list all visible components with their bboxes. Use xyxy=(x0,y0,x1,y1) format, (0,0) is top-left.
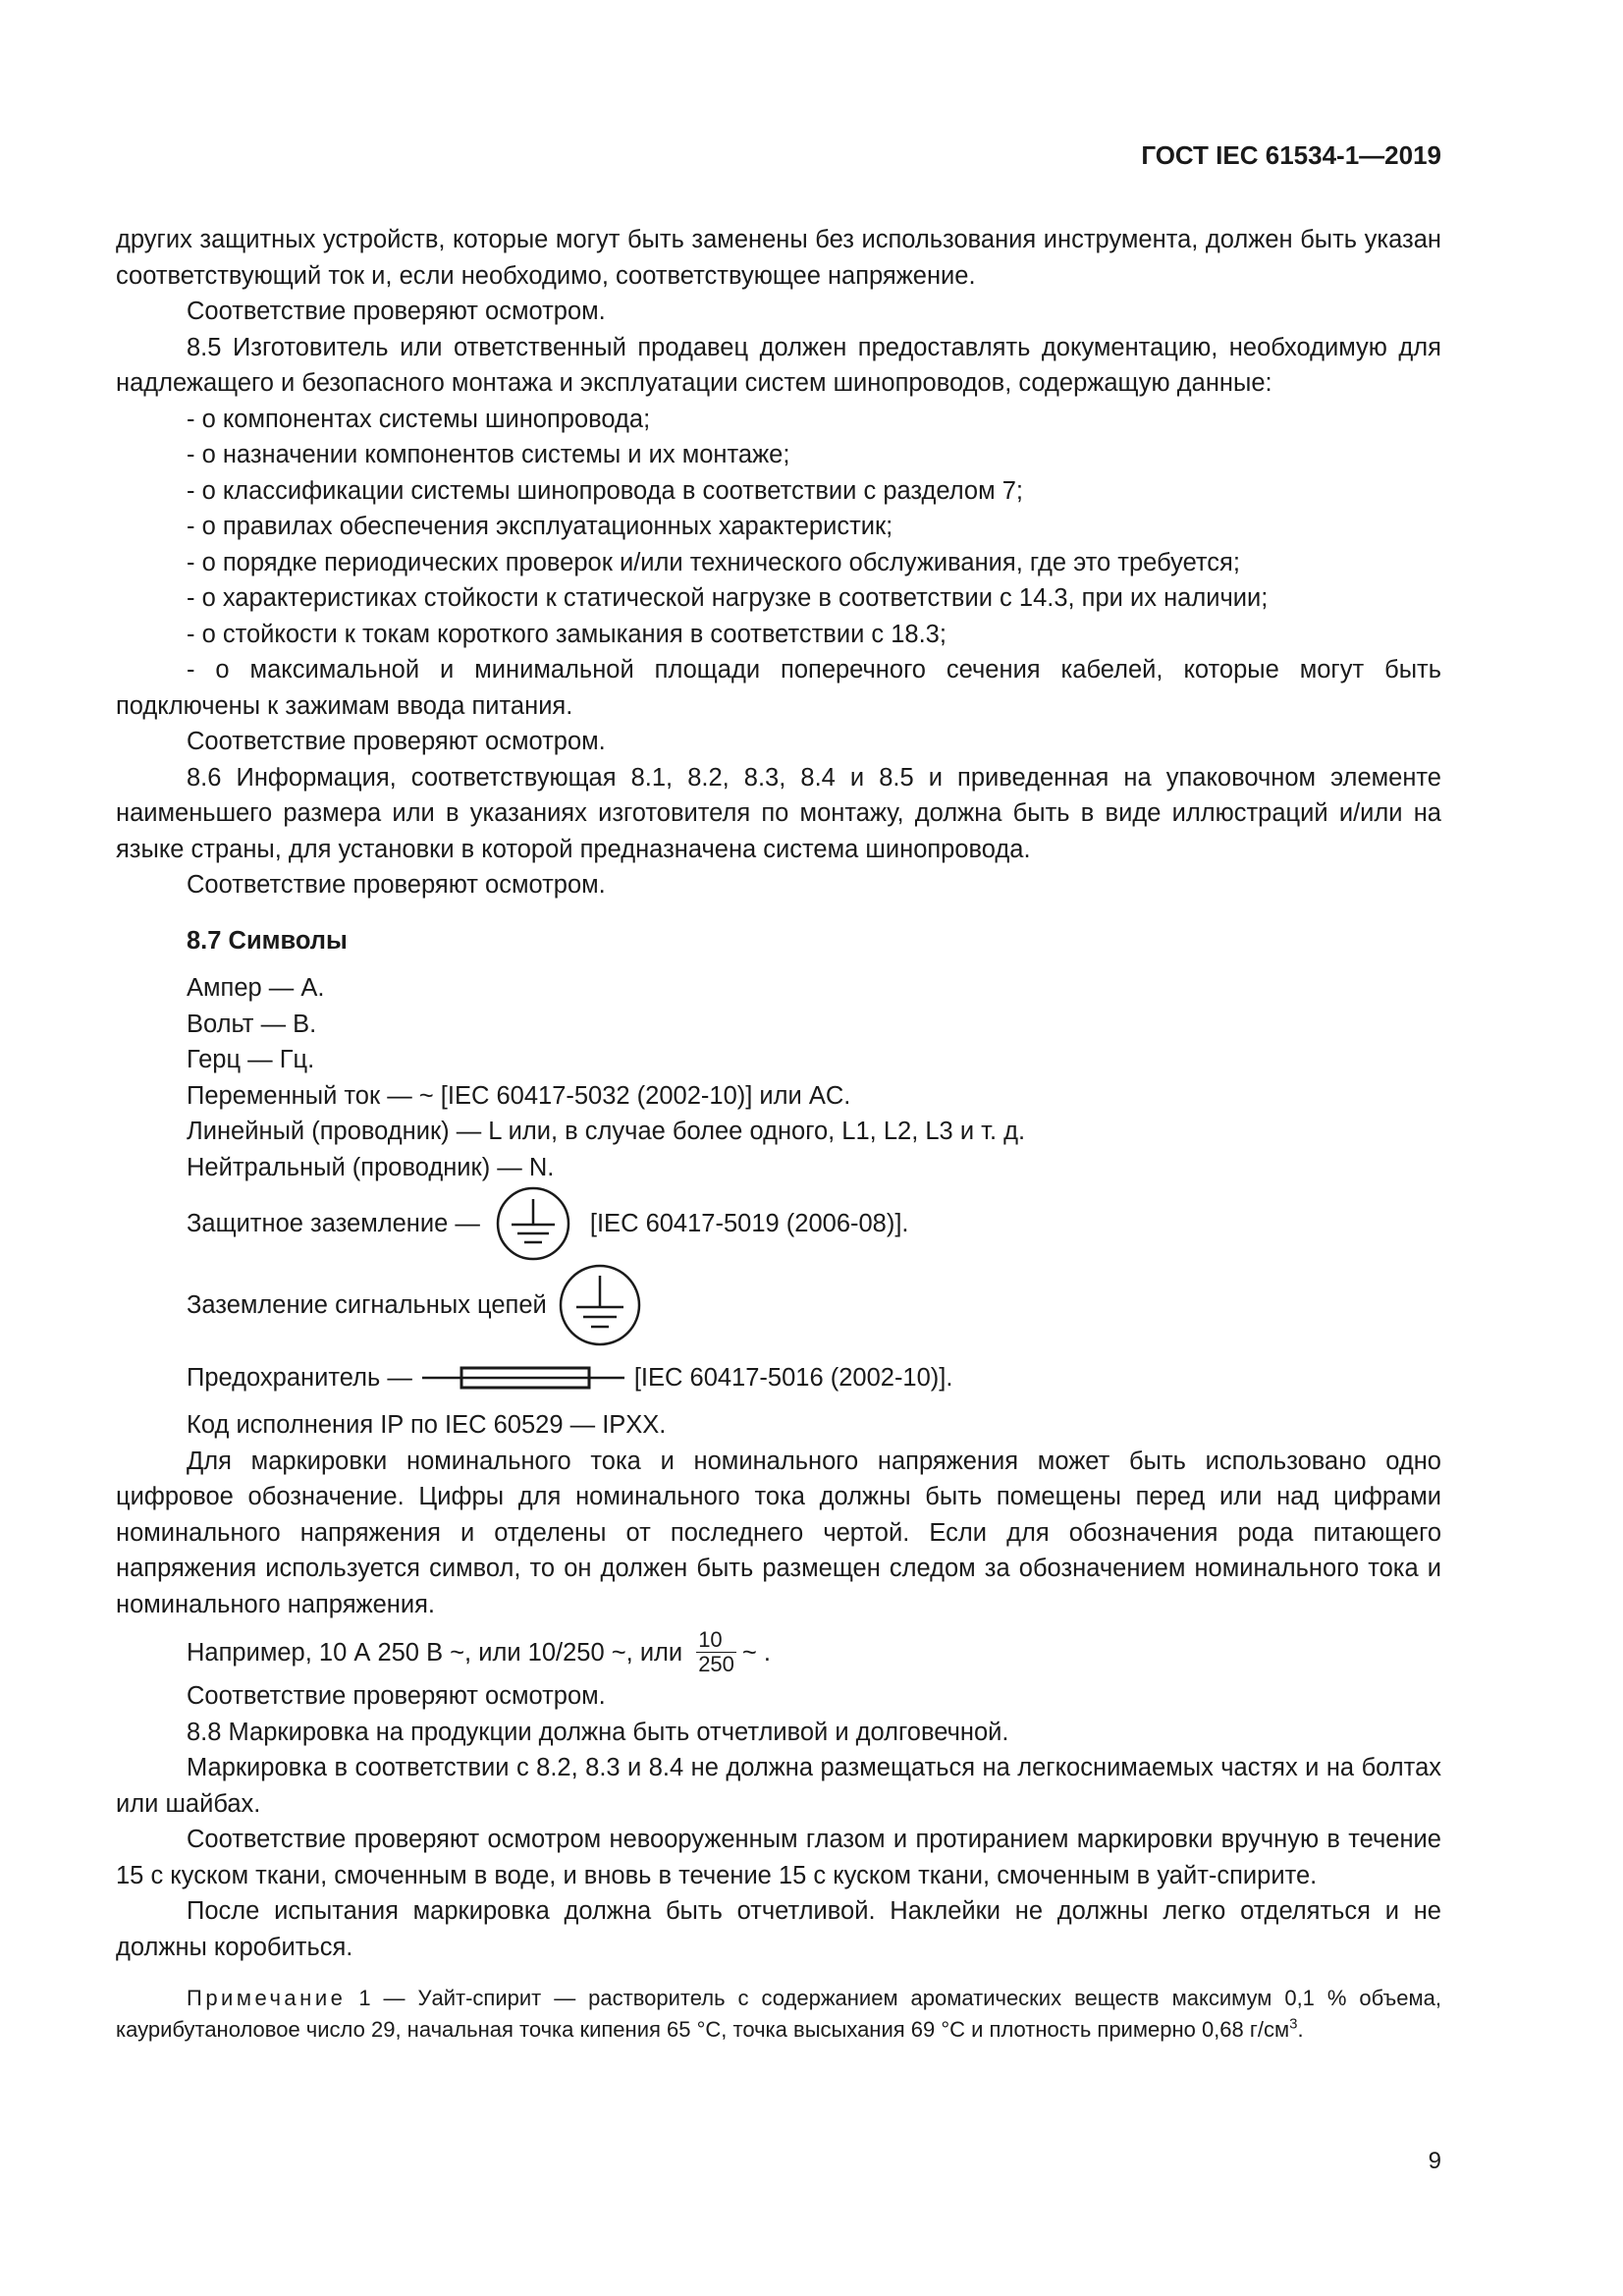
signal-ground-icon xyxy=(553,1262,647,1348)
page-number: 9 xyxy=(1428,2148,1441,2174)
example-line xyxy=(116,1627,1441,1678)
list-item: - о максимальной и минимальной площади поперечного сечения кабелей, которые могут быть подключены к зажимам ввода питания. xyxy=(116,656,1441,720)
example-text: Например, 10 А 250 В ~, или 10/250 ~, или xyxy=(187,1639,683,1667)
example-tail: ~ . xyxy=(741,1639,771,1667)
list-item: - о характеристиках стойкости к статической нагрузке в соответствии с 14.3, при их наличии; xyxy=(187,584,1269,612)
note-end: . xyxy=(1297,2017,1304,2042)
fuse-icon xyxy=(420,1358,626,1397)
signal-ground-row xyxy=(116,1262,1441,1348)
note-label: Примечание xyxy=(187,1986,347,2010)
list-item: - о компонентах системы шинопровода; xyxy=(187,405,651,433)
list-item: - о правилах обеспечения эксплуатационных характеристик; xyxy=(187,513,893,540)
fuse-reference: [IEC 60417-5016 (2002-10)]. xyxy=(633,1363,953,1392)
list-item: - о назначении компонентов системы и их монтаже; xyxy=(187,441,790,468)
compliance-line: Соответствие проверяют осмотром. xyxy=(187,728,606,755)
protective-earth-row xyxy=(116,1185,1441,1262)
compliance-line: Соответствие проверяют осмотром. xyxy=(187,1682,606,1710)
note xyxy=(116,1983,1441,2046)
list-item: - о классификации системы шинопровода в соответствии с разделом 7; xyxy=(187,476,1023,505)
list-item: - о стойкости к токам короткого замыкания в соответствии с 18.3; xyxy=(187,620,947,648)
symbol-line: Переменный ток — ~ [IEC 60417-5032 (2002-10)] или AC. xyxy=(187,1081,851,1110)
ip-code-line: Код исполнения IP по IEC 60529 — IPXX. xyxy=(187,1411,667,1439)
paragraph-8-8-c: Соответствие проверяют осмотром невооруженным глазом и протиранием маркировки вручную в течение 15 с куском ткани, смоченным в воде, и вновь в течение 15 с куском ткани, смоченным в уайт-спирите. xyxy=(116,1826,1441,1889)
paragraph-8-6: 8.6 Информация, соответствующая 8.1, 8.2, 8.3, 8.4 и 8.5 и приведенная на упаковочном элементе наименьшего размера или в указаниях изготовителя по монтажу, должна быть в виде иллюстраций и/или на языке страны, для установки в которой предназначена система шинопровода. xyxy=(116,763,1441,863)
example-fraction xyxy=(696,1628,736,1676)
protective-earth-label: Защитное заземление — xyxy=(187,1209,480,1237)
symbol-line: Ампер — А. xyxy=(187,974,325,1002)
paragraph-8-8: 8.8 Маркировка на продукции должна быть отчетливой и долговечной. xyxy=(187,1718,1009,1746)
symbol-line: Нейтральный (проводник) — N. xyxy=(187,1153,555,1181)
section-heading-8-7: 8.7 Символы xyxy=(187,926,348,955)
note-text: 1 — Уайт-спирит — растворитель с содержанием ароматических веществ максимум 0,1 % объема, каурибутаноловое число 29, начальная точка кипения 65 °С, точка высыхания 69 °С и плотность примерно 0,68 г/см xyxy=(116,1986,1441,2042)
symbol-line: Вольт — В. xyxy=(187,1010,317,1038)
signal-ground-label: Заземление сигнальных цепей xyxy=(187,1290,547,1319)
document-body xyxy=(116,222,1441,2046)
document-header: ГОСТ IEC 61534-1—2019 xyxy=(1141,140,1441,170)
paragraph-intro: других защитных устройств, которые могут быть заменены без использования инструмента, должен быть указан соответствующий ток и, если необходимо, соответствующее напряжение. xyxy=(116,226,1441,290)
fraction-numerator: 10 xyxy=(696,1628,736,1653)
symbol-line: Герц — Гц. xyxy=(187,1046,315,1073)
paragraph-marking: Для маркировки номинального тока и номинального напряжения может быть использовано одно цифровое обозначение. Цифры для номинального тока должны быть помещены перед или над цифрами номинального напряжения и отделены от последнего чертой. Если для обозначения рода питающего напряжения используется символ, то он должен быть размещен следом за обозначением номинального тока и номинального напряжения. xyxy=(116,1447,1441,1618)
compliance-line: Соответствие проверяют осмотром. xyxy=(187,871,606,899)
symbol-line: Линейный (проводник) — L или, в случае более одного, L1, L2, L3 и т. д. xyxy=(187,1118,1026,1145)
compliance-line: Соответствие проверяют осмотром. xyxy=(187,298,606,325)
fraction-denominator: 250 xyxy=(698,1652,734,1676)
paragraph-8-8-d: После испытания маркировка должна быть отчетливой. Наклейки не должны легко отделяться и не должны коробиться. xyxy=(116,1897,1441,1961)
fuse-label: Предохранитель — xyxy=(187,1363,412,1392)
paragraph-8-8-b: Маркировка в соответствии с 8.2, 8.3 и 8.4 не должна размещаться на легкоснимаемых частях и на болтах или шайбах. xyxy=(116,1754,1441,1818)
note-superscript: 3 xyxy=(1289,2015,1298,2033)
protective-earth-icon xyxy=(486,1185,584,1262)
fuse-row xyxy=(116,1348,1441,1407)
paragraph-8-5: 8.5 Изготовитель или ответственный продавец должен предоставлять документацию, необходимую для надлежащего и безопасного монтажа и эксплуатации систем шинопроводов, содержащую данные: xyxy=(116,333,1441,397)
list-item: - о порядке периодических проверок и/или технического обслуживания, где это требуется; xyxy=(187,548,1240,576)
protective-earth-reference: [IEC 60417-5019 (2006-08)]. xyxy=(589,1209,909,1237)
